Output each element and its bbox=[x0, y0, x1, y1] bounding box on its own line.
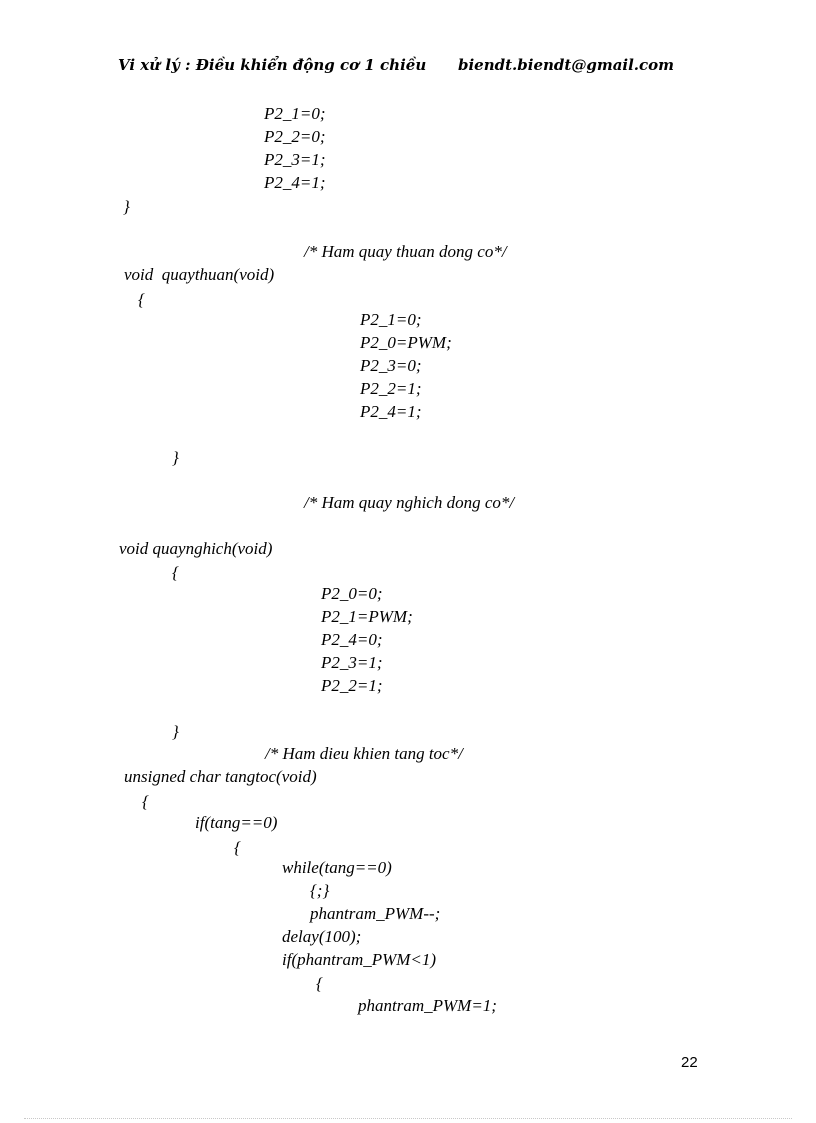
code-line: { bbox=[138, 290, 145, 309]
code-line: P2_3=1; bbox=[264, 150, 326, 169]
code-line: { bbox=[142, 792, 149, 811]
code-line: P2_1=0; bbox=[360, 310, 422, 329]
code-line: P2_3=1; bbox=[321, 653, 383, 672]
code-line: phantram_PWM=1; bbox=[358, 996, 497, 1015]
code-comment: /* Ham quay nghich dong co*/ bbox=[304, 493, 515, 512]
code-line: delay(100); bbox=[282, 927, 362, 946]
code-line: P2_3=0; bbox=[360, 356, 422, 375]
header-title: Vi xử lý : Điều khiển động cơ 1 chiều bbox=[118, 56, 427, 74]
header-email: biendt.biendt@gmail.com bbox=[458, 56, 675, 74]
code-line: phantram_PWM--; bbox=[310, 904, 441, 923]
code-line: { bbox=[234, 838, 241, 857]
code-line: if(phantram_PWM<1) bbox=[282, 950, 437, 969]
code-line: P2_2=0; bbox=[264, 127, 326, 146]
bottom-divider bbox=[24, 1118, 792, 1119]
code-comment: /* Ham quay thuan dong co*/ bbox=[304, 242, 507, 261]
code-line: { bbox=[316, 974, 323, 993]
code-line: if(tang==0) bbox=[195, 813, 278, 832]
code-line: P2_1=0; bbox=[264, 104, 326, 123]
code-line: void quaythuan(void) bbox=[124, 265, 275, 284]
code-line: { bbox=[172, 563, 179, 582]
page-number: 22 bbox=[681, 1054, 698, 1071]
code-line: void quaynghich(void) bbox=[119, 539, 273, 558]
code-line: P2_4=0; bbox=[321, 630, 383, 649]
code-line: } bbox=[123, 197, 130, 216]
code-line: } bbox=[172, 722, 179, 741]
code-line: unsigned char tangtoc(void) bbox=[124, 767, 317, 786]
code-line: P2_1=PWM; bbox=[321, 607, 413, 626]
code-line: } bbox=[172, 448, 179, 467]
code-line: P2_0=0; bbox=[321, 584, 383, 603]
code-line: P2_4=1; bbox=[360, 402, 422, 421]
code-line: {;} bbox=[310, 881, 330, 900]
code-line: P2_2=1; bbox=[360, 379, 422, 398]
code-comment: /* Ham dieu khien tang toc*/ bbox=[265, 744, 463, 763]
code-line: P2_4=1; bbox=[264, 173, 326, 192]
code-line: P2_2=1; bbox=[321, 676, 383, 695]
code-line: P2_0=PWM; bbox=[360, 333, 452, 352]
code-line: while(tang==0) bbox=[282, 858, 392, 877]
